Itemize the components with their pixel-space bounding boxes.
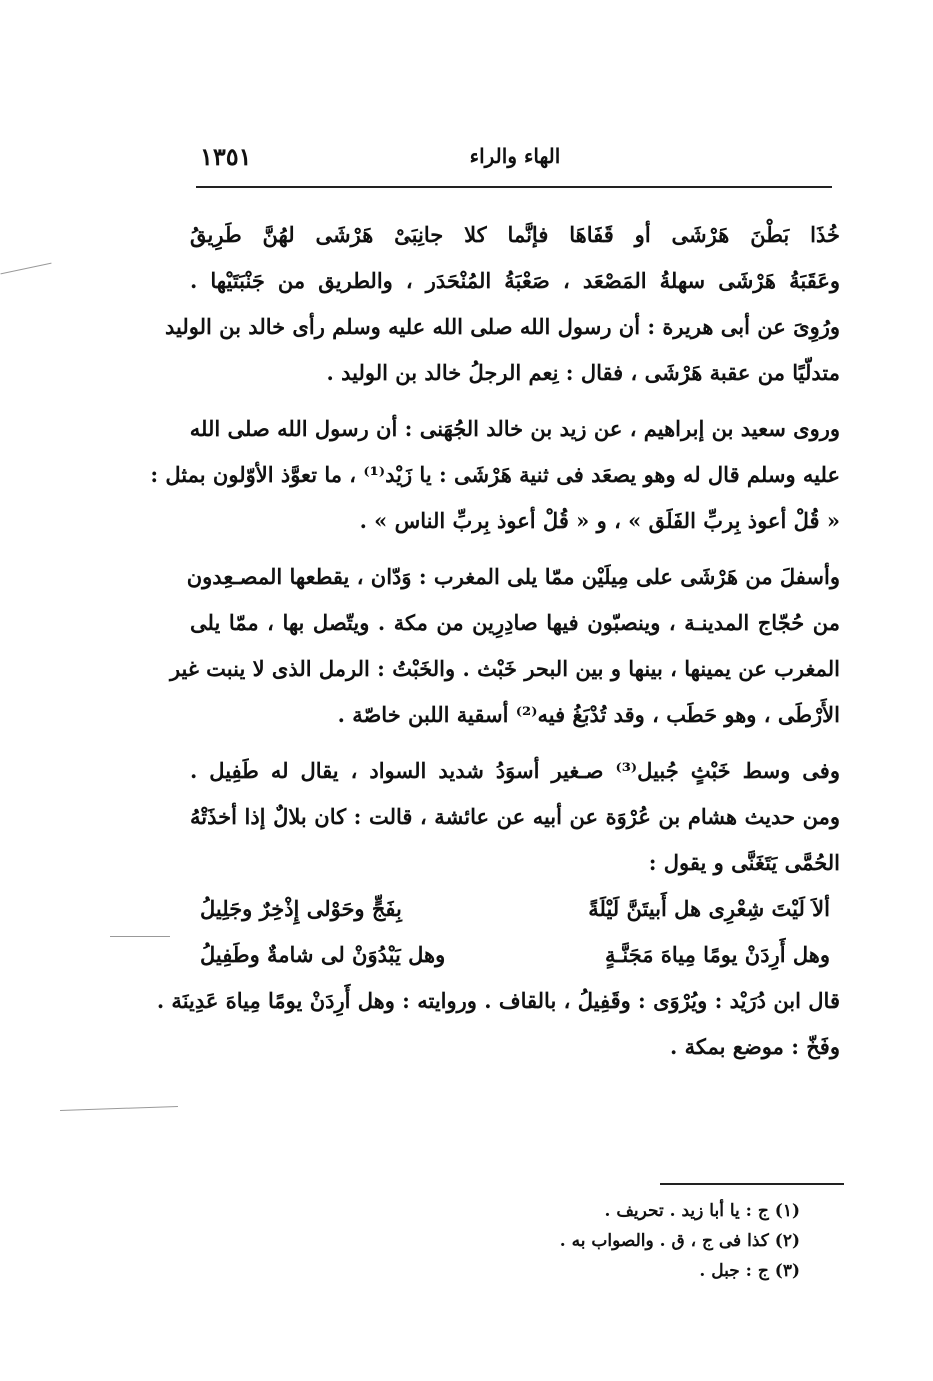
text-line: وفى وسط خَبْثٍ جُبيل⁽³⁾ صـغير أسوَدُ شديد السواد ، يقال له طَفِيل . [190,758,840,783]
text-line: ورُوِىَ عن أبى هريرة : أن رسول الله صلى الله عليه وسلم رأى خالد بن الوليد [165,314,840,339]
text-line: ومن حديث هشام بن عُرْوَة عن أبيه عن عائشة ، قالت : كان بلالٌ إذا أخذَتْهُ [190,804,840,829]
text-line: خُذَا بَطْنَ هَرْشَى أو قَفَاهَا فإنَّما كلا جانِبَىْ هَرْشَى لهُنَّ طَرِيقُ [190,222,841,247]
verse-second-hemistich: وهل يَبْدُوَنْ لى شامةٌ وطَفِيلُ [200,942,446,967]
page-number: ١٣٥١ [200,142,252,171]
margin-mark [60,1106,178,1111]
footnote-rule [660,1183,844,1185]
footnote: (٣) ج : جبل . [699,1261,800,1281]
text-line: « قُلْ أعوذ بِربِّ الفَلَق » ، و « قُلْ أعوذ بِربِّ الناس » . [359,508,840,533]
running-title: الهاء والراء [469,144,561,168]
margin-mark [110,936,170,937]
main-text [150,212,841,1070]
header-rule [196,186,832,188]
text-line: المغرب عن يمينها ، بينها و بين البحر خَبْث . والخَبْتُ : الرمل الذى لا ينبت غير [169,656,840,681]
text-line: الأَرْطَى ، وهو حَطَب ، وقد تُدْبَغُ فيه⁽²⁾ أسقية اللبن خاصّة . [337,702,840,727]
text-line: الحُمَّى يَتَغَنَّى و يقول : [648,850,840,875]
text-line: وأسفلَ من هَرْشَى على مِيلَيْن ممّا يلى المغرب : وَدّان ، يقطعها المصـعِدون [186,564,840,589]
footnotes [480,1196,800,1286]
poem-verse [190,886,840,932]
page-header [200,142,830,176]
footnote: (١) ج : يا أبا زيد . تحريف . [604,1201,800,1221]
text-line: وعَقَبَةُ هَرْشَى سهلةُ المَصْعَد ، صَعْبَةُ المُنْحَدَر ، والطريق من جَنْبَتَيْها . [190,268,840,293]
margin-mark [0,263,51,275]
footnote: (٢) كذا فى ج ، ق . والصواب به . [559,1231,800,1251]
text-line: من حُجّاج المدينـة ، وينصبّون فيها صادِرِين من مكة . ويتّصل بها ، ممّا يلى [190,610,840,635]
text-line: متدلّيًا من عقبة هَرْشَى ، فقال : نِعم الرجلُ خالد بن الوليد . [326,360,840,385]
poem-verse [190,932,840,978]
text-line: وروى سعيد بن إبراهيم ، عن زيد بن خالد الجُهَنى : أن رسول الله صلى الله [189,416,840,441]
verse-first-hemistich: وهل أَرِدَنْ يومًا مِياهَ مَجَنَّـةٍ [605,942,830,967]
verse-second-hemistich: بِفَجٍّ وحَوْلى إِذْخِرٌ وجَلِيلُ [200,896,402,921]
verse-first-hemistich: ألاَ لَيْتَ شِعْرِى هل أَبيتَنَّ لَيْلَةً [588,896,830,921]
text-line: عليه وسلم قال له وهو يصعَد فى ثنية هَرْشَى : يا زَيْد⁽¹⁾ ، ما تعوَّذ الأوّلون بمثل : [150,462,840,487]
text-line: وفَخّ : موضع بمكة . [670,1034,840,1059]
text-line: قال ابن دُرَيْد : ويُرْوَى : وقَفِيلُ ، بالقاف . وروايته : وهل أَرِدَنْ يومًا مِياهَ عَدِينَة . [156,988,840,1013]
